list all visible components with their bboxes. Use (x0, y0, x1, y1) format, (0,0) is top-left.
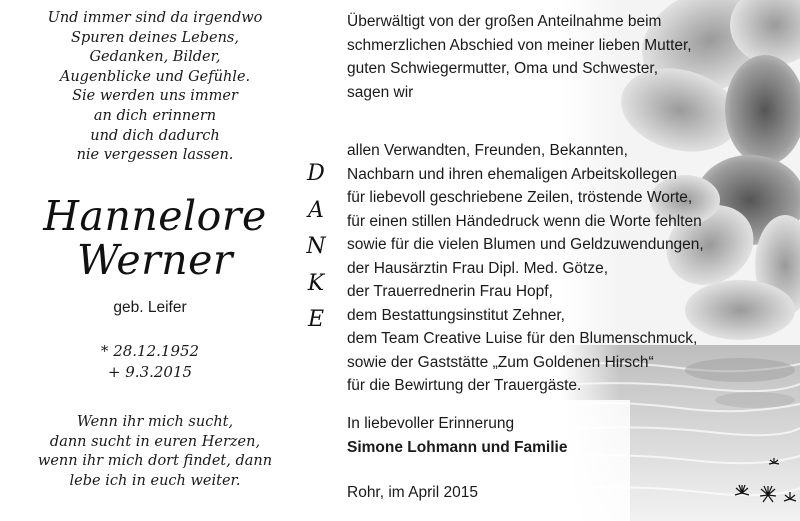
poem-line: Und immer sind da irgendwo (47, 10, 263, 26)
poem-line: an dich erinnern (93, 107, 217, 124)
thanks-line: sowie der Gaststätte „Zum Goldenen Hirsch“ (347, 353, 654, 371)
poem-line: wenn ihr mich dort findet, dann (37, 453, 273, 470)
poem-line: lebe ich in euch weiter. (69, 472, 241, 489)
danke-letter: A (308, 197, 324, 223)
thanks-line: der Trauerrednerin Frau Hopf, (347, 283, 553, 300)
thanks-line: allen Verwandten, Freunden, Bekannten, (347, 142, 628, 159)
thanks-line: für liebevoll geschriebene Zeilen, tröstende Worte, (347, 189, 693, 206)
deceased-last-name: Werner (77, 236, 233, 284)
thanks-list (347, 139, 704, 398)
birth-date: * 28.12.1952 (100, 342, 200, 360)
danke-vertical (296, 156, 336, 339)
poem-top (20, 9, 290, 166)
death-date: + 9.3.2015 (107, 363, 193, 381)
thanks-line: Nachbarn und ihren ehemaligen Arbeitskollegen (347, 165, 678, 183)
thanks-line: für einen stillen Händedruck wenn die Worte fehlten (347, 212, 702, 230)
thanks-line: für die Bewirtung der Trauergäste. (347, 377, 582, 394)
poem-line: und dich dadurch (90, 127, 220, 144)
poem-line: Augenblicke und Gefühle. (59, 68, 251, 85)
poem-bottom (20, 413, 290, 491)
place-date: Rohr, im April 2015 (347, 484, 478, 501)
deceased-first-name: Hannelore (43, 192, 267, 240)
poem-line: Gedanken, Bilder, (89, 49, 221, 66)
danke-letter: D (307, 161, 325, 186)
left-column (0, 0, 300, 521)
closing-text (347, 412, 567, 459)
thanks-line: dem Bestattungsinstitut Zehner, (347, 306, 565, 324)
intro-line: Überwältigt von der großen Anteilnahme beim (347, 13, 662, 30)
thanks-line: sowie für die vielen Blumen und Geldzuwendungen, (347, 236, 704, 253)
signature: Simone Lohmann und Familie (347, 438, 568, 456)
danke-letter: N (306, 234, 326, 259)
poem-line: dann sucht in euren Herzen, (49, 433, 261, 450)
intro-text (347, 10, 692, 104)
intro-line: sagen wir (347, 83, 414, 101)
thanks-line: dem Team Creative Luise für den Blumenschmuck, (347, 330, 698, 347)
poem-line: nie vergessen lassen. (76, 147, 234, 164)
memory-line: In liebevoller Erinnerung (347, 415, 515, 432)
poem-line: Spuren deines Lebens, (71, 29, 239, 46)
intro-line: schmerzlichen Abschied von meiner lieben Mutter, (347, 36, 692, 54)
thanks-line: der Hausärztin Frau Dipl. Med. Götze, (347, 259, 609, 277)
poem-line: Wenn ihr mich sucht, (76, 414, 234, 430)
danke-letter: K (307, 270, 325, 296)
dandelion-seed-icon (730, 455, 800, 510)
poem-line: Sie werden uns immer (72, 88, 238, 105)
birth-name: geb. Leifer (113, 299, 187, 316)
danke-letter: E (307, 307, 325, 332)
intro-line: guten Schwiegermutter, Oma und Schwester, (347, 60, 659, 77)
